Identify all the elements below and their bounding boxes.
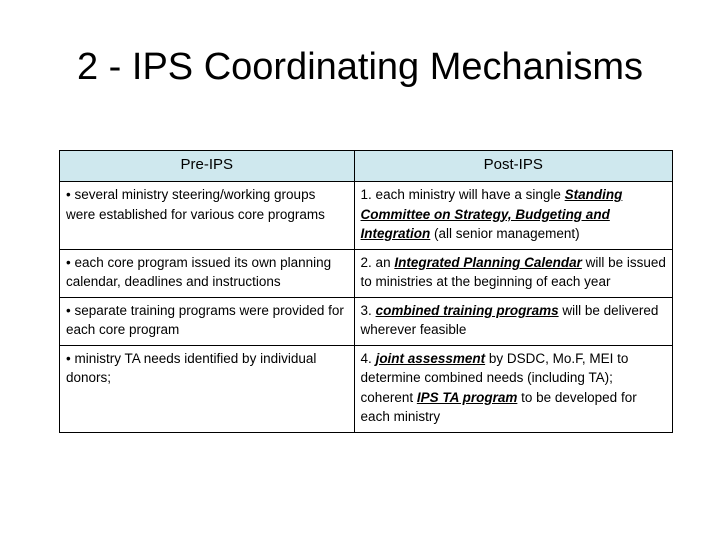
post-ips-text: will be issued to ministries at the beginning of each year [360, 254, 666, 289]
table-header-row [60, 151, 673, 182]
table-row [60, 182, 673, 250]
post-ips-text: 2. an [360, 254, 395, 270]
post-ips-emphasis: combined training programs [375, 302, 559, 318]
post-ips-text: 3. [360, 302, 376, 318]
post-ips-emphasis: IPS TA program [416, 389, 518, 405]
table-row [60, 297, 673, 345]
slide-title: 2 - IPS Coordinating Mechanisms [76, 46, 644, 88]
pre-ips-cell: • ministry TA needs identified by individual donors; [60, 345, 355, 432]
header-post-ips: Post-IPS [354, 151, 672, 182]
post-ips-text: will be delivered wherever feasible [360, 302, 659, 337]
post-ips-text: 4. [360, 350, 376, 366]
post-ips-emphasis: joint assessment [375, 350, 486, 366]
post-ips-emphasis: Standing Committee on Strategy, Budgeting and Integration [360, 187, 623, 241]
table-row [60, 345, 673, 432]
post-ips-text: to be developed for each ministry [360, 389, 637, 424]
pre-ips-cell: • each core program issued its own planning calendar, deadlines and instructions [60, 249, 355, 297]
post-ips-emphasis: Integrated Planning Calendar [394, 254, 582, 270]
post-ips-cell [354, 345, 672, 432]
post-ips-text: by DSDC, Mo.F, MEI to determine combined needs (including TA); coherent [360, 350, 629, 405]
table-row [60, 249, 673, 297]
post-ips-text: (all senior management) [430, 226, 580, 241]
pre-ips-cell: • separate training programs were provided for each core program [60, 297, 355, 345]
post-ips-cell [354, 249, 672, 297]
pre-ips-cell: • several ministry steering/working groups were established for various core programs [60, 182, 355, 250]
header-pre-ips: Pre-IPS [60, 151, 355, 182]
post-ips-cell [354, 182, 672, 250]
post-ips-cell [354, 297, 672, 345]
comparison-table [59, 150, 673, 433]
post-ips-text: 1. each ministry will have a single [360, 187, 565, 202]
